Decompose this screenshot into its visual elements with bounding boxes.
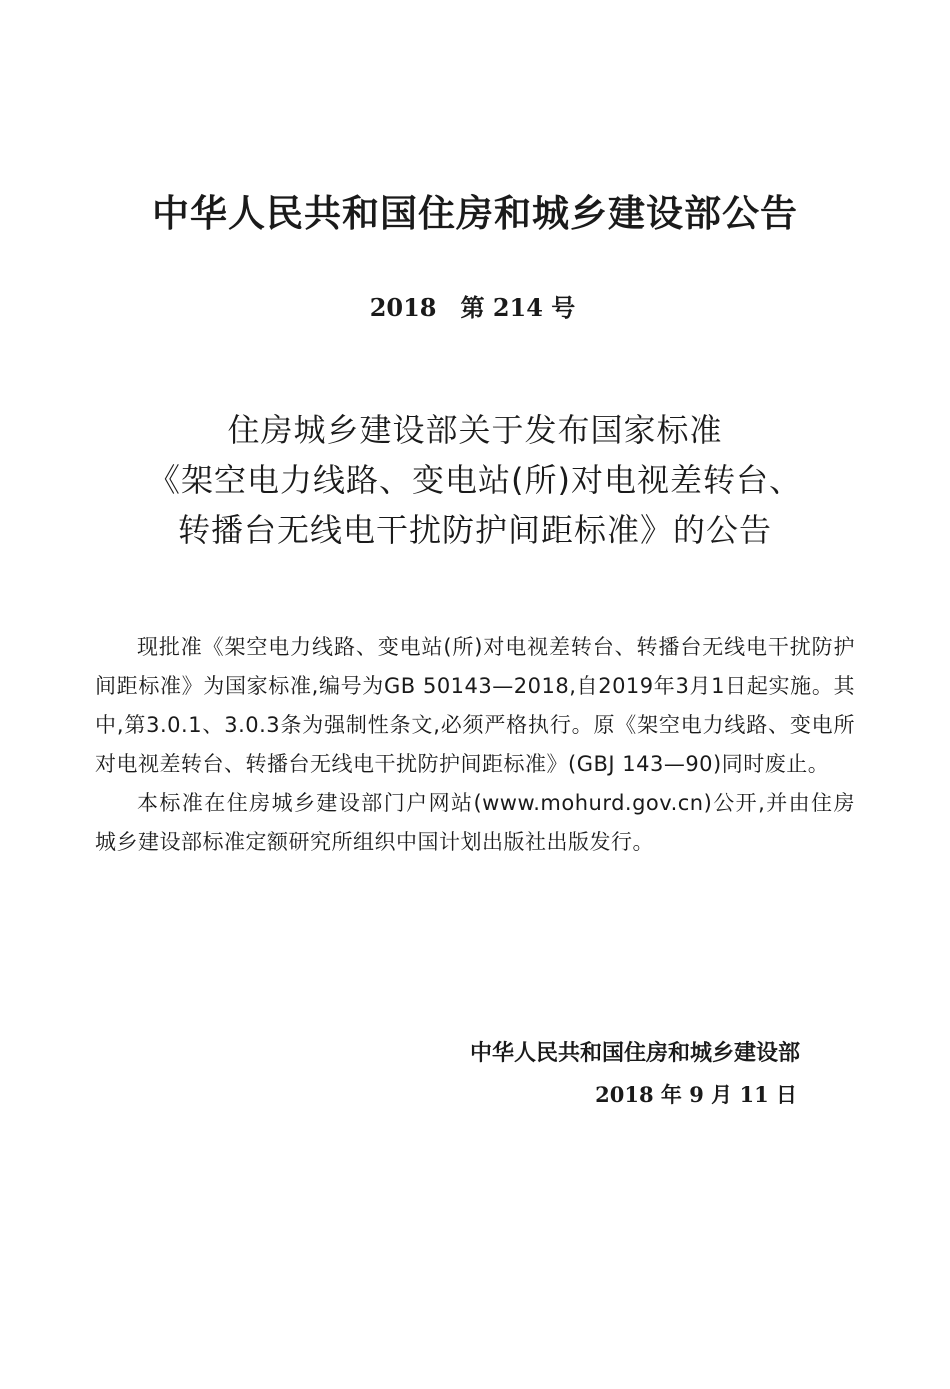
notice-title (0, 405, 950, 555)
notice-title-line: 住房城乡建设部关于发布国家标准 (227, 411, 723, 449)
body-paragraph-approval: 现批准《架空电力线路、变电站(所)对电视差转台、转播台无线电干扰防护间距标准》为国家标准,编号为GB 50143—2018,自2019年3月1日起实施。其中,第3.0.1、3.0.3条为强制性条文,必须严格执行。原《架空电力线路、变电所对电视差转台、转播台无线电干扰防护间距标准》(GBJ 143—90)同时废止。 (95, 635, 855, 776)
body-paragraph-publication: 本标准在住房城乡建设部门户网站(www.mohurd.gov.cn)公开,并由住房城乡建设部标准定额研究所组织中国计划出版社出版发行。 (95, 791, 855, 854)
signature-date: 2018 年 9 月 11 日 (595, 1082, 797, 1107)
notice-title-line: 《架空电力线路、变电站(所)对电视差转台、 (148, 461, 802, 499)
notice-title-line: 转播台无线电干扰防护间距标准》的公告 (177, 511, 772, 549)
notice-body (95, 628, 855, 862)
issuer-heading: 中华人民共和国住房和城乡建设部公告 (152, 192, 798, 235)
notice-number: 2018 第 214 号 (369, 293, 576, 322)
signature-organization: 中华人民共和国住房和城乡建设部 (469, 1041, 800, 1066)
